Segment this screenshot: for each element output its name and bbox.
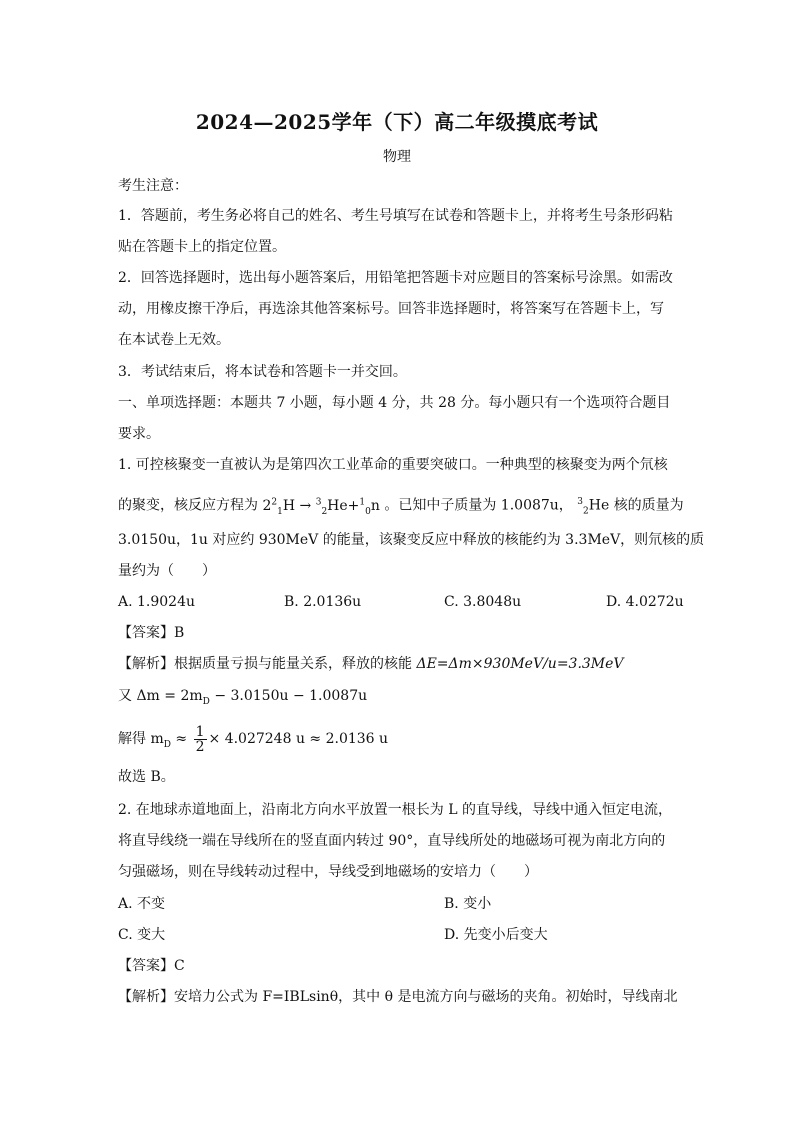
q1-option-d: D. 4.0272u — [606, 594, 684, 610]
notice-item-2-line-2: 动，用橡皮擦干净后，再选涂其他答案标号。回答非选择题时，将答案写在答题卡上，写 — [118, 301, 664, 317]
q1-analysis-line-2 — [118, 686, 683, 712]
q1-stem-text: 的聚变，核反应方程为 — [118, 497, 258, 514]
q2-stem-line-3: 匀强磁场，则在导线转动过程中，导线受到地磁场的安培力（ ） — [118, 864, 538, 880]
q1-analysis-line-1 — [118, 654, 683, 674]
section-1-heading: 一、单项选择题：本题共 7 小题，每小题 4 分，共 28 分。每小题只有一个选项符合题目 — [118, 395, 671, 411]
q2-stem-line-2: 将直导线绕一端在导线所在的竖直面内转过 90°，直导线所处的地磁场可视为南北方向的 — [118, 833, 666, 849]
q1-options — [118, 592, 683, 612]
q1-stem-text-b: 。已知中子质量为 1.0087u， — [384, 497, 573, 514]
analysis-text: 安培力公式为 F=IBLsinθ，其中 θ 是电流方向与磁场的夹角。初始时，导线南北 — [174, 989, 678, 1005]
q1-stem-line-1: 1. 可控核聚变一直被认为是第四次工业革命的重要突破口。一种典型的核聚变为两个氘核 — [118, 457, 668, 473]
eq-plus: + — [347, 497, 360, 514]
fraction-denominator: 2 — [195, 738, 205, 755]
eq-h-z: 1 — [277, 506, 283, 517]
q1-stem-text-c: 核的质量为 — [613, 497, 684, 514]
analysis-eq-a: 又 Δm = 2m — [118, 688, 203, 704]
q1-conclusion: 故选 B。 — [118, 769, 175, 785]
notice-heading: 考生注意： — [118, 178, 188, 194]
analysis-label: 【解析】 — [118, 989, 174, 1005]
eq-arrow: → — [299, 497, 312, 514]
q1-option-b: B. 2.0136u — [284, 594, 362, 610]
eq-he-z: 2 — [321, 506, 328, 517]
analysis-solve-a: 解得 m — [118, 731, 164, 747]
analysis-eq-sub: D — [202, 696, 210, 707]
he-symbol: He — [588, 497, 610, 514]
analysis-solve-approx: ≈ — [170, 731, 192, 747]
eq-n-mass: 1 — [359, 497, 366, 507]
fraction-numerator: 1 — [195, 723, 205, 740]
notice-item-1-line-2: 贴在答题卡上的指定位置。 — [118, 239, 286, 255]
eq-h: H — [282, 497, 296, 514]
he-z: 2 — [583, 506, 589, 517]
q2-options-row-2 — [118, 925, 683, 945]
notice-item-2-line-1: 2．回答选择题时，选出每小题答案后，用铅笔把答题卡对应题目的答案标号涂黑。如需改 — [118, 270, 673, 286]
he-mass: 3 — [577, 497, 583, 507]
q1-option-c: C. 3.8048u — [444, 594, 522, 610]
notice-item-2-line-3: 在本试卷上无效。 — [118, 332, 230, 348]
q2-options-row-1 — [118, 894, 683, 914]
q1-analysis-line-3 — [118, 722, 683, 756]
q2-option-d: D. 先变小后变大 — [444, 927, 548, 943]
q2-analysis-line-1 — [118, 987, 683, 1007]
q2-answer: 【答案】C — [118, 958, 185, 974]
exam-title: 2024—2025学年（下）高二年级摸底考试 — [195, 110, 599, 134]
q1-option-a: A. 1.9024u — [118, 594, 196, 610]
eq-he-mass: 3 — [315, 497, 322, 507]
q1-stem-line-4: 量约为（ ） — [118, 563, 216, 579]
analysis-solve-c: × 4.027248 u ≈ 2.0136 u — [208, 731, 389, 747]
eq-h-mass: 2 — [271, 497, 278, 507]
nuclear-equation — [262, 497, 384, 517]
analysis-label: 【解析】 — [118, 656, 174, 672]
analysis-solve-sub: D — [163, 739, 171, 750]
q2-option-c: C. 变大 — [118, 927, 166, 943]
eq-coefficient: 2 — [262, 497, 272, 514]
section-1-heading-cont: 要求。 — [118, 426, 160, 442]
exam-subject: 物理 — [383, 149, 411, 165]
eq-n: n — [370, 497, 380, 514]
q1-stem-line-2 — [118, 492, 683, 521]
q2-option-a: A. 不变 — [118, 896, 166, 912]
eq-he: He — [327, 497, 348, 514]
q2-stem-line-1: 2. 在地球赤道地面上，沿南北方向水平放置一根长为 L 的直导线，导线中通入恒定电流， — [118, 802, 673, 818]
analysis-eq-b: − 3.0150u − 1.0087u — [209, 688, 368, 704]
notice-item-3: 3．考试结束后，将本试卷和答题卡一并交回。 — [118, 364, 407, 380]
notice-item-1-line-1: 1．答题前，考生务必将自己的姓名、考生号填写在试卷和答题卡上，并将考生号条形码粘 — [118, 208, 673, 224]
fraction — [194, 725, 207, 754]
eq-n-z: 0 — [365, 506, 371, 517]
analysis-formula: ΔE=Δm×930MeV/u=3.3MeV — [416, 656, 624, 672]
q1-answer: 【答案】B — [118, 625, 185, 641]
q1-stem-line-3: 3.0150u，1u 对应约 930MeV 的能量，该聚变反应中释放的核能约为 3.3MeV，则氘核的质 — [118, 532, 705, 548]
analysis-text: 根据质量亏损与能量关系，释放的核能 — [174, 656, 417, 672]
q2-option-b: B. 变小 — [444, 896, 492, 912]
